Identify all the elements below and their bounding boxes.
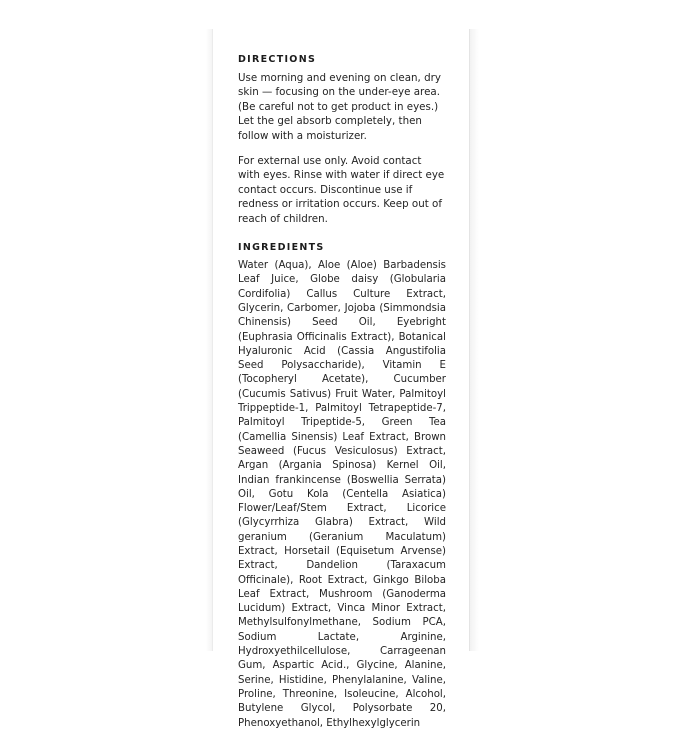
ingredients-heading: INGREDIENTS	[238, 242, 325, 254]
ingredients-list: Water (Aqua), Aloe (Aloe) Barbadensis Leaf Juice, Globe daisy (Globularia Cordifolia) Callus Culture Extract, Glycerin, Carbomer, Jojoba (Simmondsia Chinensis) Seed Oil, Eyebright (Euphrasia Officinalis Extract), Botanical Hyaluronic Acid (Cassia Angustifolia Seed Polysaccharide), Vitamin E (Tocopheryl Acetate), Cucumber (Cucumis Sativus) Fruit Water, Palmitoyl Trippeptide-1, Palmitoyl Tetrapeptide-7, Palmitoyl Tripeptide-5, Green Tea (Camellia Sinensis) Leaf Extract, Brown Seaweed (Fucus Vesiculosus) Extract, Argan (Argania Spinosa) Kernel Oil, Indian frankincense (Boswellia Serrata) Oil, Gotu Kola (Centella Asiatica) Flower/Leaf/Stem Extract, Licorice (Glycyrrhiza Glabra) Extract, Wild geranium (Geranium Maculatum) Extract, Horsetail (Equisetum Arvense) Extract, Dandelion (Taraxacum Officinale), Root Extract, Ginkgo Biloba Leaf Extract, Mushroom (Ganoderma Lucidum) Extract, Vinca Minor Extract, Methylsulfonylmethane, Sodium PCA, Sodium Lactate, Arginine, Hydroxyethilcellulose, Carrageenan Gum, Aspartic Acid., Glycine, Alanine, Serine, Histidine, Phenylalanine, Valine, Proline, Threonine, Isoleucine, Alcohol, Butylene Glycol, Polysorbate 20, Phenoxyethanol, Ethylhexylglycerin	[238, 260, 446, 729]
ingredients-section	[238, 242, 446, 731]
directions-paragraph-2: For external use only. Avoid contact with eyes. Rinse with water if direct eye contact occurs. Discontinue use if redness or irritation occurs. Keep out of reach of children.	[238, 155, 445, 225]
panel-right-shadow	[470, 29, 479, 651]
directions-paragraph-1: Use morning and evening on clean, dry skin — focusing on the under-eye area. (Be careful not to get product in eyes.) Let the gel absorb completely, then follow with a moisturizer.	[238, 72, 441, 142]
label-panel	[212, 29, 470, 729]
label-content	[238, 54, 446, 731]
directions-heading: DIRECTIONS	[238, 54, 317, 65]
directions-section	[238, 54, 446, 226]
